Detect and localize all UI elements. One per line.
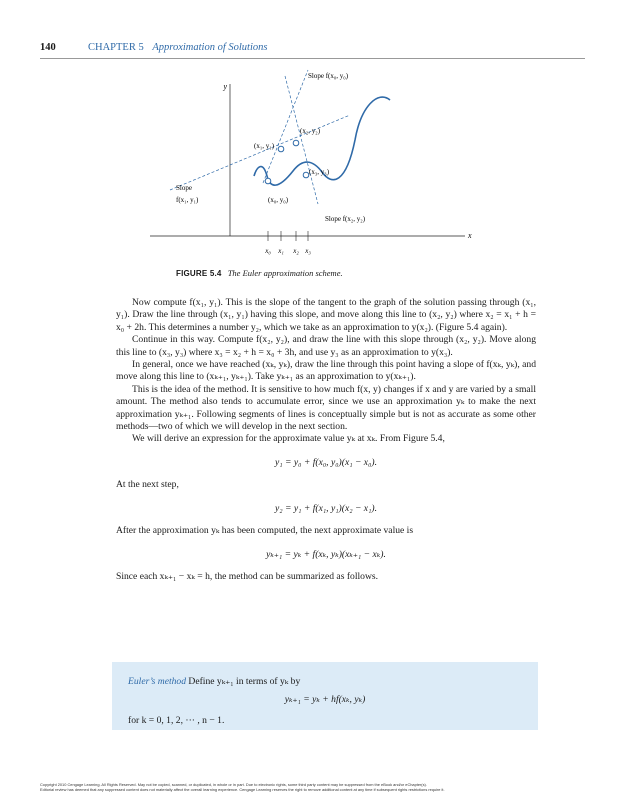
copyright-line-2: Editorial review has deemed that any suppressed content does not materially affect the overall learning experience. Cengage Learning reserves the right to remove additional content at any time if subsequent rights restrictions require it. xyxy=(40,787,445,792)
tangent-slope-f-x2-y2 xyxy=(285,76,318,204)
equation-1: y₁ = y₀ + f(x₀, y₀)(x₁ − x₀). xyxy=(274,456,377,468)
euler-box-line-1 xyxy=(128,676,300,687)
page-number: 140 xyxy=(40,42,56,53)
chapter-title: Approximation of Solutions xyxy=(152,42,268,53)
label-slope-top: Slope f(x₀, y₀) xyxy=(308,72,349,80)
x-axis-label: x xyxy=(468,231,472,240)
euler-figure xyxy=(150,68,490,270)
paragraph-8: Since each xₖ₊₁ − xₖ = h, the method can be summarized as follows. xyxy=(116,570,379,582)
figure-caption-text: The Euler approximation scheme. xyxy=(227,268,343,278)
euler-box-define: Define yₖ₊₁ in terms of yₖ by xyxy=(188,676,301,687)
paragraph-7: After the approximation yₖ has been computed, the next approximate value is xyxy=(116,525,414,537)
paragraph-1: Now compute f(x₁, y₁). This is the slope of the tangent to the graph of the solution passing through (x₁, y₁). Draw the line through (x₁, y₁) having this slope, and move along this line to (x₂, y₂) where x₂ = x₁ + h = x₀ + 2h. This determines a number y₂, which we take as an approximation to y(x₂). (Figure 5.4 again). xyxy=(116,297,536,333)
label-slope-left-1: Slope xyxy=(176,184,192,192)
point-x3-y3 xyxy=(303,172,309,178)
chapter-heading xyxy=(88,42,267,53)
header-rule xyxy=(40,58,585,59)
tick-label-x2: x₂ xyxy=(293,247,299,255)
euler-method-box xyxy=(112,662,538,730)
label-p1: (x₁, y₁) xyxy=(254,142,275,150)
point-x2-y2 xyxy=(293,140,299,146)
paragraph-2: Continue in this way. Compute f(x₂, y₂), and draw the line with this slope through (x₂, y₂). Move along this line to (x₃, y₃) where x₃ = x₂ + h = x₀ + 3h, and use y₃ as an approximation to y(x₃). xyxy=(116,334,536,358)
figure-caption xyxy=(176,268,343,278)
label-slope-bottom: Slope f(x₂, y₂) xyxy=(325,215,366,223)
figure-caption-label: FIGURE 5.4 xyxy=(176,269,222,278)
label-p3: (x₃, y₃) xyxy=(309,168,330,176)
copyright-footer xyxy=(40,782,585,792)
label-p0: (x₀, y₀) xyxy=(268,196,289,204)
paragraph-5: We will derive an expression for the approximate value yₖ at xₖ. From Figure 5.4, xyxy=(132,433,445,445)
y-axis-label: y xyxy=(223,82,227,91)
euler-box-range: for k = 0, 1, 2, ··· , n − 1. xyxy=(128,715,225,726)
euler-box-title: Euler’s method xyxy=(128,676,187,687)
copyright-line-1: Copyright 2010 Cengage Learning. All Rights Reserved. May not be copied, scanned, or duplicated, in whole or in part. Due to electronic rights, some third party content may be suppressed from the eBook and/or eChapter(s). xyxy=(40,782,427,787)
equation-3: yₖ₊₁ = yₖ + f(xₖ, yₖ)(xₖ₊₁ − xₖ). xyxy=(266,548,386,560)
paragraph-3: In general, once we have reached (xₖ, yₖ), draw the line through this point having a slope of f(xₖ, yₖ), and move along this line to (xₖ₊₁, yₖ₊₁). Take yₖ₊₁ as an approximation to y(xₖ₊₁). xyxy=(116,359,536,383)
tick-label-x0: x₀ xyxy=(265,247,271,255)
tick-label-x1: x₁ xyxy=(278,247,284,255)
tick-label-x3: x₃ xyxy=(305,247,311,255)
euler-box-equation: yₖ₊₁ = yₖ + hf(xₖ, yₖ) xyxy=(284,694,366,705)
label-p2: (x₂, y₂) xyxy=(300,127,321,135)
paragraph-6: At the next step, xyxy=(116,479,179,491)
chapter-number: CHAPTER 5 xyxy=(88,42,144,53)
equation-2: y₂ = y₁ + f(x₁, y₁)(x₂ − x₁). xyxy=(274,502,377,514)
point-x0-y0 xyxy=(265,178,271,184)
paragraph-4: This is the idea of the method. It is sensitive to how much f(x, y) changes if x and y are varied by a small amount. The method also tends to accumulate error, since we use an approximation yₖ to make the next approximation yₖ₊₁. Following segments of lines is conceptually simple but is not as accurate as some other methods—two of which we will develop in the next section. xyxy=(116,383,536,433)
tangent-slope-f-x1-y1 xyxy=(170,115,350,190)
point-x1-y1 xyxy=(278,146,284,152)
body-text xyxy=(116,297,536,583)
label-slope-left-2: f(x₁, y₁) xyxy=(176,196,199,204)
